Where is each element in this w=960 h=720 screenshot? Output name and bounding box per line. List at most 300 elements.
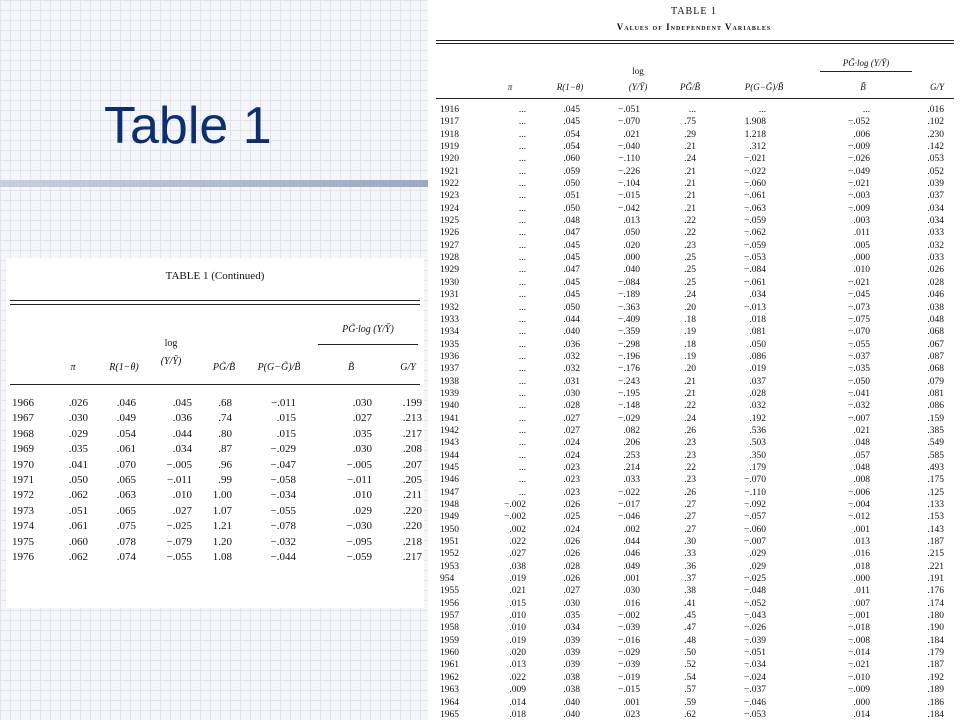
table-cell: .536 <box>749 425 766 436</box>
table-cell: .062 <box>68 489 88 502</box>
table-cell: −.026 <box>744 623 766 634</box>
table-cell: .001 <box>623 697 640 708</box>
table-cell: .37 <box>684 574 696 585</box>
table-row <box>428 388 960 400</box>
table-cell: .061 <box>116 443 136 456</box>
table-cell: .002 <box>623 524 640 535</box>
table-cell: −.409 <box>618 314 640 325</box>
table-cell: ... <box>518 166 526 177</box>
table-cell: .26 <box>684 425 696 436</box>
table-cell: .048 <box>853 438 870 449</box>
table-cell: .199 <box>402 397 422 409</box>
table-cell: .045 <box>563 240 580 251</box>
table-cell: .207 <box>402 458 422 471</box>
table-cell: .054 <box>116 427 136 440</box>
table-row <box>428 474 960 486</box>
table-cell: ... <box>518 450 526 461</box>
table-cell: .159 <box>927 413 944 424</box>
table-cell: .062 <box>68 550 88 563</box>
table-cell: .027 <box>509 549 526 560</box>
table-cell: −.001 <box>848 611 870 622</box>
table-row <box>428 116 960 128</box>
table-cell: −.009 <box>848 685 870 696</box>
table-cell: .175 <box>927 475 944 486</box>
table-cell: .034 <box>563 623 580 634</box>
table-cell: .192 <box>749 413 766 424</box>
table-cell: 1946 <box>440 475 459 486</box>
table-cell: .039 <box>563 660 580 671</box>
table-cell: −.048 <box>744 586 766 597</box>
table-cell: ... <box>862 105 870 115</box>
table-cell: .045 <box>563 105 580 115</box>
table-cell: −.051 <box>744 648 766 659</box>
table-cell: 1969 <box>12 443 34 456</box>
table-cell: .016 <box>623 598 640 609</box>
table-cell: −.021 <box>848 660 870 671</box>
table-cell: 1975 <box>12 535 34 548</box>
table-cell: .22 <box>684 462 696 473</box>
table-cell: .029 <box>68 427 88 440</box>
table-cell: .028 <box>563 561 580 572</box>
table-row <box>428 622 960 634</box>
table-row <box>428 277 960 289</box>
table-cell: .585 <box>927 450 944 461</box>
table-cell: .079 <box>927 376 944 387</box>
table-cell: 1959 <box>440 635 459 646</box>
table-cell: .040 <box>563 327 580 338</box>
table-cell: 1932 <box>440 302 459 313</box>
table-cell: −.015 <box>618 685 640 696</box>
table-cell: .80 <box>218 427 232 440</box>
table-cell: .18 <box>684 339 696 350</box>
table-row <box>428 178 960 190</box>
table-cell: .21 <box>684 179 696 190</box>
table-cell: .060 <box>563 154 580 165</box>
table-cell: .018 <box>749 314 766 325</box>
table-cell: .36 <box>684 561 696 572</box>
table-cell: ... <box>518 351 526 362</box>
table-cell: .027 <box>352 412 372 425</box>
table-cell: .065 <box>116 504 136 517</box>
table-cell: .030 <box>563 598 580 609</box>
table-cell: .218 <box>402 535 422 548</box>
table-cell: 1938 <box>440 376 459 387</box>
table-cell: −.060 <box>744 179 766 190</box>
table-row <box>428 598 960 610</box>
table-cell: −.016 <box>618 635 640 646</box>
table-cell: .385 <box>927 425 944 436</box>
table-cell: .493 <box>927 462 944 473</box>
header-g: G/Y <box>929 82 944 92</box>
table-cell: 1974 <box>12 520 34 533</box>
table-row <box>428 450 960 462</box>
table-cell: .20 <box>684 364 696 375</box>
table-cell: 1934 <box>440 327 459 338</box>
table-cell: .038 <box>927 302 944 313</box>
table-cell: .29 <box>684 129 696 140</box>
table-cell: −.092 <box>744 500 766 510</box>
table-cell: .045 <box>563 253 580 264</box>
table-cell: .008 <box>853 475 870 486</box>
table-cell: −.018 <box>848 623 870 634</box>
table-cell: .187 <box>927 660 944 671</box>
table-cell: 1918 <box>440 129 459 140</box>
table-cell: ... <box>518 240 526 251</box>
table-cell: .052 <box>927 166 944 177</box>
table-cell: −.032 <box>270 535 296 548</box>
table-cell: .27 <box>684 500 696 510</box>
table-cell: .035 <box>563 611 580 622</box>
table-cell: 1940 <box>440 401 459 412</box>
table-cell: −.073 <box>848 302 870 313</box>
table-row <box>428 573 960 585</box>
table-cell: −.189 <box>618 290 640 301</box>
table-cell: .179 <box>749 462 766 473</box>
table-cell: .214 <box>623 462 640 473</box>
table-row <box>6 442 424 457</box>
table-cell: .032 <box>563 364 580 375</box>
table-cell: .014 <box>853 709 870 720</box>
table-cell: .186 <box>927 697 944 708</box>
table-cell: 1.908 <box>744 117 766 128</box>
table-row <box>428 585 960 597</box>
table-row <box>6 458 424 473</box>
continued-header-r: R(1−θ) <box>109 362 139 373</box>
table-cell: .45 <box>684 611 696 622</box>
continued-table-title: TABLE 1 (Continued) <box>165 270 265 282</box>
table-cell: 1960 <box>440 648 459 659</box>
table-row <box>428 351 960 363</box>
table-row <box>6 488 424 503</box>
table-cell: −.243 <box>618 376 640 387</box>
table-cell: .54 <box>684 672 696 683</box>
table-cell: .47 <box>684 623 696 634</box>
title-underline-bar <box>0 180 435 187</box>
table-cell: .21 <box>684 166 696 177</box>
table-cell: .040 <box>563 697 580 708</box>
table-cell: ... <box>518 265 526 276</box>
table-cell: 1952 <box>440 549 459 560</box>
table-cell: .038 <box>509 561 526 572</box>
table-cell: .081 <box>749 327 766 338</box>
table-cell: .040 <box>623 265 640 276</box>
table-cell: .037 <box>927 191 944 202</box>
table-row <box>428 190 960 202</box>
table-cell: .086 <box>749 351 766 362</box>
table-cell: .192 <box>927 672 944 683</box>
table-cell: 1968 <box>12 427 34 440</box>
table-cell: −.195 <box>618 388 640 399</box>
table-cell: .312 <box>749 142 766 153</box>
table-cell: .21 <box>684 388 696 399</box>
table-cell: ... <box>518 462 526 473</box>
table-cell: 1.08 <box>212 550 232 563</box>
table-cell: .27 <box>684 512 696 523</box>
table-cell: −.012 <box>848 512 870 523</box>
table-cell: .047 <box>563 228 580 239</box>
table-cell: .015 <box>276 427 296 440</box>
table-cell: −.050 <box>848 376 870 387</box>
table-cell: .038 <box>563 672 580 683</box>
table-cell: .220 <box>402 504 422 517</box>
table-cell: .50 <box>684 648 696 659</box>
table-cell: −.363 <box>618 302 640 313</box>
table-cell: −.110 <box>618 154 640 165</box>
table-cell: .18 <box>684 314 696 325</box>
continued-header-g: G/Y <box>400 362 416 373</box>
table-cell: .068 <box>927 364 944 375</box>
table-row <box>6 411 424 426</box>
table-cell: .213 <box>402 412 422 425</box>
table-cell: .067 <box>927 339 944 350</box>
group-header: PG̃·log (Y/Ȳ) <box>842 58 890 68</box>
table-row <box>428 524 960 536</box>
table-row <box>428 487 960 499</box>
table-cell: .253 <box>623 450 640 461</box>
table-cell: .87 <box>218 443 232 456</box>
table-cell: .000 <box>853 253 870 264</box>
table-cell: .026 <box>563 574 580 585</box>
table-cell: −.014 <box>848 648 870 659</box>
table-cell: .034 <box>749 290 766 301</box>
table-cell: ... <box>518 142 526 153</box>
table-cell: −.032 <box>848 401 870 412</box>
table-cell: ... <box>518 154 526 165</box>
table-cell: .018 <box>853 561 870 572</box>
table-cell: .029 <box>352 504 372 517</box>
header-rule <box>436 98 954 99</box>
table-row <box>428 252 960 264</box>
table-cell: −.019 <box>618 672 640 683</box>
table-cell: 1941 <box>440 413 459 424</box>
table-cell: .049 <box>623 561 640 572</box>
table-cell: ... <box>518 376 526 387</box>
table-row <box>428 240 960 252</box>
table-cell: −.053 <box>744 253 766 264</box>
table-cell: .050 <box>563 302 580 313</box>
table-row <box>428 129 960 141</box>
table-cell: .99 <box>218 473 232 486</box>
table-cell: .000 <box>853 697 870 708</box>
table-cell: .001 <box>623 574 640 585</box>
table-cell: .070 <box>116 458 136 471</box>
table-row <box>428 339 960 351</box>
continued-header-pgg: P(G−G̃)/B̃ <box>257 362 301 373</box>
table-cell: .174 <box>927 598 944 609</box>
table-cell: 1962 <box>440 672 459 683</box>
table-cell: .350 <box>749 450 766 461</box>
table-cell: 1.218 <box>744 129 766 140</box>
table-cell: .010 <box>509 623 526 634</box>
table-cell: −.035 <box>848 364 870 375</box>
table-cell: .142 <box>927 142 944 153</box>
table-cell: .033 <box>623 475 640 486</box>
table-row <box>428 647 960 659</box>
table-cell: −.061 <box>744 277 766 288</box>
table-cell: .053 <box>927 154 944 165</box>
table-cell: −.013 <box>744 302 766 313</box>
table-cell: .027 <box>563 586 580 597</box>
table-cell: .028 <box>563 401 580 412</box>
table-cell: .68 <box>218 397 232 409</box>
table-cell: 1955 <box>440 586 459 597</box>
table-cell: .010 <box>509 611 526 622</box>
table-cell: ... <box>518 290 526 301</box>
table-cell: −.226 <box>618 166 640 177</box>
table-cell: 1.20 <box>212 535 232 548</box>
header-r: R(1−θ) <box>556 82 584 92</box>
table-row <box>6 396 424 411</box>
table-cell: 1931 <box>440 290 459 301</box>
table-row <box>428 203 960 215</box>
table-cell: 1957 <box>440 611 459 622</box>
table-cell: .000 <box>853 574 870 585</box>
table-cell: −.059 <box>744 240 766 251</box>
slide-title: Table 1 <box>104 97 272 155</box>
top-rule-double <box>436 43 954 44</box>
table-cell: −.010 <box>848 672 870 683</box>
table-cell: −.024 <box>744 672 766 683</box>
table-cell: .015 <box>509 598 526 609</box>
table-cell: −.062 <box>744 228 766 239</box>
table-cell: 1976 <box>12 550 34 563</box>
table-row <box>428 536 960 548</box>
table-cell: 1919 <box>440 142 459 153</box>
table-cell: .006 <box>853 129 870 140</box>
table-cell: .125 <box>927 487 944 498</box>
table-cell: −.029 <box>618 648 640 659</box>
table-cell: −.070 <box>744 475 766 486</box>
table-cell: .045 <box>172 397 192 409</box>
table-cell: .065 <box>116 473 136 486</box>
continued-table-body <box>6 396 424 565</box>
table-cell: .000 <box>623 253 640 264</box>
table-cell: −.015 <box>618 191 640 202</box>
table-cell: .75 <box>684 117 696 128</box>
table-cell: −.040 <box>618 142 640 153</box>
table-cell: 1945 <box>440 462 459 473</box>
table-cell: 1939 <box>440 388 459 399</box>
table-cell: .044 <box>623 537 640 548</box>
table-cell: .021 <box>853 425 870 436</box>
table-row <box>428 153 960 165</box>
table-cell: −.070 <box>848 327 870 338</box>
table-cell: −.039 <box>618 660 640 671</box>
table-cell: .036 <box>563 339 580 350</box>
table-cell: .031 <box>563 376 580 387</box>
table-cell: .24 <box>684 290 696 301</box>
table-row <box>428 376 960 388</box>
table-cell: .027 <box>563 413 580 424</box>
table-cell: 1951 <box>440 537 459 548</box>
table-row <box>428 326 960 338</box>
table-row <box>428 499 960 511</box>
table-cell: .23 <box>684 438 696 449</box>
table-cell: −.039 <box>618 623 640 634</box>
table-cell: .034 <box>927 216 944 227</box>
table-cell: .020 <box>623 240 640 251</box>
table-cell: 1949 <box>440 512 459 523</box>
table-row <box>428 672 960 684</box>
table-cell: 1963 <box>440 685 459 696</box>
table-row <box>428 462 960 474</box>
table-cell: .050 <box>563 179 580 190</box>
table-cell: 1937 <box>440 364 459 375</box>
table-cell: .013 <box>509 660 526 671</box>
table-cell: .38 <box>684 586 696 597</box>
table-cell: .029 <box>749 561 766 572</box>
table-cell: .25 <box>684 277 696 288</box>
table-cell: −.008 <box>848 635 870 646</box>
table-cell: .21 <box>684 191 696 202</box>
table-cell: .061 <box>68 520 88 533</box>
table-cell: .205 <box>402 473 422 486</box>
table-cell: −.047 <box>270 458 296 471</box>
table-cell: .019 <box>749 364 766 375</box>
table-cell: .48 <box>684 635 696 646</box>
table-cell: 1.00 <box>212 489 232 502</box>
table-cell: .011 <box>853 586 870 597</box>
table-cell: .082 <box>623 425 640 436</box>
table-cell: .019 <box>509 635 526 646</box>
table-cell: .054 <box>563 142 580 153</box>
table-cell: .21 <box>684 203 696 214</box>
table-cell: .032 <box>563 351 580 362</box>
table-cell: ... <box>518 203 526 214</box>
table-cell: .23 <box>684 475 696 486</box>
table-cell: .001 <box>853 524 870 535</box>
table-cell: .220 <box>402 520 422 533</box>
table-cell: ... <box>518 216 526 227</box>
table-row <box>428 610 960 622</box>
table-cell: .014 <box>509 697 526 708</box>
table-cell: .035 <box>68 443 88 456</box>
table-cell: .217 <box>402 550 422 563</box>
table-cell: .050 <box>563 203 580 214</box>
table-cell: .044 <box>172 427 192 440</box>
table-cell: ... <box>518 191 526 202</box>
table-cell: .59 <box>684 697 696 708</box>
table-cell: 1928 <box>440 253 459 264</box>
table-cell: .026 <box>563 500 580 510</box>
table-row <box>6 504 424 519</box>
table-cell: .230 <box>927 129 944 140</box>
table-cell: .015 <box>276 412 296 425</box>
table-cell: −.070 <box>618 117 640 128</box>
header-log-top: log <box>632 66 644 76</box>
table-row <box>428 659 960 671</box>
table-cell: −.039 <box>744 635 766 646</box>
table-cell: 1944 <box>440 450 459 461</box>
table-cell: .016 <box>927 105 944 115</box>
table-cell: ... <box>518 487 526 498</box>
table-cell: −.060 <box>744 524 766 535</box>
continued-header-pi: π <box>70 362 76 373</box>
table-cell: .033 <box>927 253 944 264</box>
table-cell: ... <box>518 339 526 350</box>
table-cell: −.034 <box>744 660 766 671</box>
table-cell: 1964 <box>440 697 459 708</box>
table-cell: ... <box>518 105 526 115</box>
table-cell: .026 <box>68 397 88 409</box>
table-cell: −.007 <box>744 537 766 548</box>
table-row <box>6 519 424 534</box>
table-cell: .028 <box>927 277 944 288</box>
main-table-subtitle: Values of Independent Variables <box>616 22 772 32</box>
table-cell: −.084 <box>744 265 766 276</box>
table-cell: −.011 <box>166 473 192 486</box>
continued-header-log-bottom: (Y/Ȳ) <box>160 356 182 367</box>
